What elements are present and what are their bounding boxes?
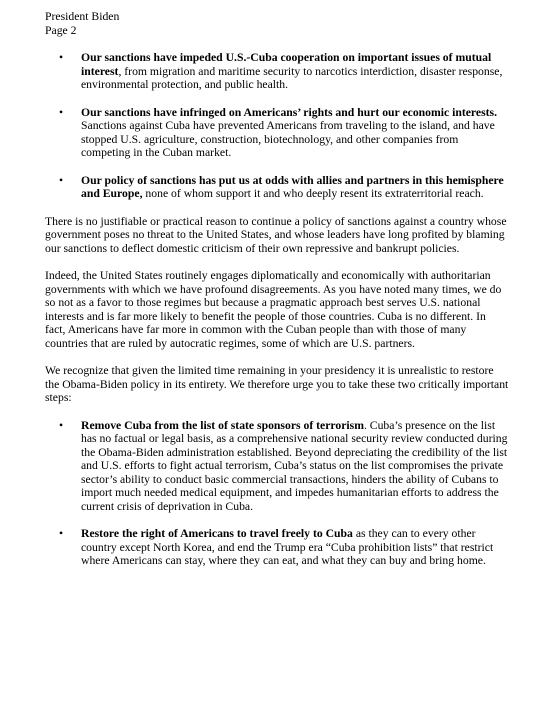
bullet-marker: • bbox=[59, 51, 64, 64]
bullet-body-text: none of whom support it and who deeply resent its extraterritorial reach. bbox=[142, 187, 484, 200]
bullet-marker: • bbox=[59, 527, 64, 540]
paragraph-no-justification: There is no justifiable or practical reason to continue a policy of sanctions against a country whose government poses no threat to the United States, and whose leaders have long profited by blaming our sanctions to deflect domestic criticism of their own repressive and bankrupt policies. bbox=[45, 214, 507, 255]
bullet-item-travel bbox=[45, 527, 509, 568]
header-recipient: President Biden bbox=[45, 10, 120, 23]
bullet-marker: • bbox=[59, 173, 64, 187]
bullet-bold-text: Our policy of sanctions has put us at odds with allies and partners in this hemisphere and Europe, bbox=[81, 173, 504, 200]
bullet-body-text: . Cuba’s presence on the list has no factual or legal basis, as a comprehensive national security review conducted during the Obama-Biden administration established. Beyond depreciating the credibility of the list and U.S. efforts to fight actual terrorism, Cuba’s status on the list compromises the private sector’s ability to conduct basic commercial transactions, hinders the ability of Cubans to import much needed medical equipment, and impedes humanitarian efforts to address the current crisis of deprivation in Cuba. bbox=[81, 418, 508, 513]
bullet-item-allies bbox=[45, 174, 509, 201]
bullet-marker: • bbox=[59, 105, 64, 119]
bullet-list-bottom bbox=[45, 419, 509, 568]
bullet-marker: • bbox=[59, 418, 64, 432]
bullet-body-text: as they can to every other country except North Korea, and end the Trump era “Cuba prohibition lists” that restrict where Americans can stay, where they can eat, and what they can buy and bring home. bbox=[81, 527, 494, 567]
header-page-number: Page 2 bbox=[45, 23, 77, 37]
bullet-list-top bbox=[45, 51, 509, 201]
bullet-item-rights bbox=[45, 106, 509, 160]
bullet-bold-text: Remove Cuba from the list of state sponsors of terrorism bbox=[81, 418, 364, 432]
paragraph-recommendation: We recognize that given the limited time remaining in your presidency it is unrealistic to restore the Obama-Biden policy in its entirety. We therefore urge you to take these two critically important steps: bbox=[45, 364, 509, 404]
bullet-item-cooperation bbox=[45, 51, 509, 92]
bullet-body-text: , from migration and maritime security to narcotics interdiction, disaster response, environmental protection, and public health. bbox=[81, 64, 503, 91]
bullet-bold-text: Our sanctions have infringed on Americans’ rights and hurt our economic interests. bbox=[81, 105, 497, 119]
bullet-item-terrorism-list bbox=[45, 419, 509, 514]
bullet-bold-text: Our sanctions have impeded U.S.-Cuba cooperation on important issues of mutual interest bbox=[81, 51, 492, 78]
bullet-bold-text: Restore the right of Americans to travel freely to Cuba bbox=[81, 527, 353, 540]
paragraph-engagement: Indeed, the United States routinely engages diplomatically and economically with authoritarian governments with which we have profound disagreements. As you have noted many times, we do so not as a favor to those regimes but because a pragmatic approach best serves U.S. national interests and is far more likely to benefit the people of those countries. Cuba is no different. In fact, Americans have far more in common with the Cuban people than with those of many countries that are ruled by autocratic regimes, some of which are U.S. partners. bbox=[45, 269, 502, 350]
bullet-body-text: Sanctions against Cuba have prevented Americans from traveling to the island, and have stopped U.S. agriculture, construction, biotechnology, and other companies from competing in the Cuban market. bbox=[81, 119, 495, 159]
